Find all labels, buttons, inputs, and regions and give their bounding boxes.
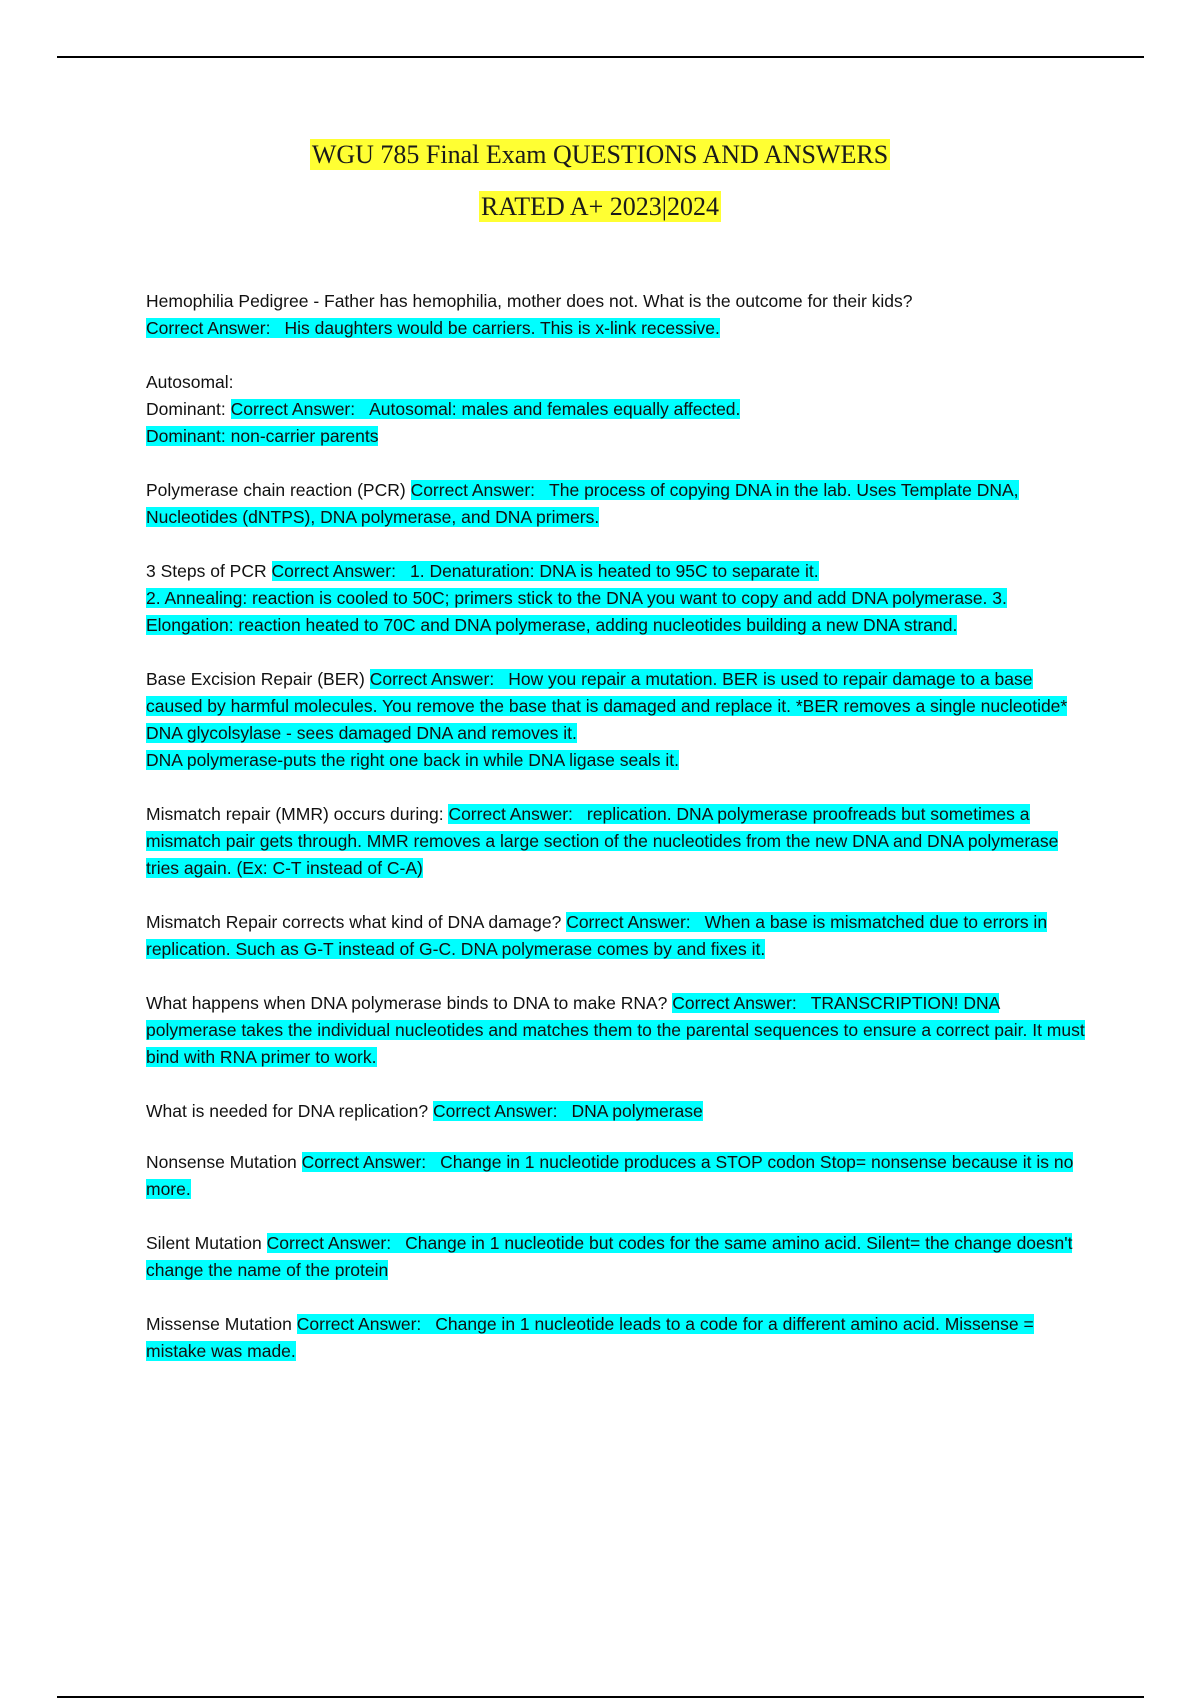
title-line-2-text: RATED A+ 2023|2024 [481, 192, 719, 221]
question: 3 Steps of PCR [146, 561, 267, 581]
question: Polymerase chain reaction (PCR) [146, 480, 406, 500]
answer-label: Correct Answer: [448, 804, 573, 824]
question: What is needed for DNA replication? [146, 1101, 429, 1121]
answer [146, 318, 720, 338]
question: Missense Mutation [146, 1314, 292, 1334]
answer-text: Change in 1 nucleotide produces a STOP codon Stop= nonsense because it is no more. [146, 1152, 1074, 1199]
qa-item-hemophilia [146, 288, 1091, 342]
qa-item-pcr-steps [146, 558, 1091, 639]
answer-label: Correct Answer: [296, 1314, 422, 1334]
bottom-divider [57, 1696, 1144, 1698]
answer [146, 1233, 1072, 1280]
answer-text: Change in 1 nucleotide leads to a code for a different amino acid. Missense = mistake was made. [146, 1314, 1034, 1361]
qa-item-polymerase-rna [146, 990, 1091, 1071]
question: Dominant: [146, 399, 226, 419]
qa-item-ber [146, 666, 1091, 774]
answer-label: Correct Answer: [266, 1233, 392, 1253]
answer-label: Correct Answer: [271, 561, 396, 581]
answer-label: Correct Answer: [369, 669, 495, 689]
answer-text: TRANSCRIPTION! DNA polymerase takes the individual nucleotides and matches them to the parental sequences to ensure a correct pair. It must bind with RNA primer to work. [146, 993, 1085, 1067]
answer-label: Correct Answer: [230, 399, 356, 419]
answer-label: Correct Answer: [410, 480, 536, 500]
answer-text: His daughters would be carriers. This is x-link recessive. [284, 318, 720, 338]
answer-text: Change in 1 nucleotide but codes for the same amino acid. Silent= the change doesn't change the name of the protein [146, 1233, 1073, 1280]
question: Mismatch Repair corrects what kind of DNA damage? [146, 912, 562, 932]
answer-text: How you repair a mutation. BER is used to repair damage to a base caused by harmful molecules. You remove the base that is damaged and replace it. *BER removes a single nucleotide* [146, 669, 1068, 716]
document-title [0, 140, 1200, 222]
question: Nonsense Mutation [146, 1152, 297, 1172]
answer-continued: 2. Annealing: reaction is cooled to 50C; primers stick to the DNA you want to copy and add DNA polymerase. 3. Elongation: reaction heated to 70C and DNA polymerase, adding nucleotides building a new DNA strand. [146, 588, 1007, 635]
qa-item-pcr [146, 477, 1091, 531]
answer-text: replication. DNA polymerase proofreads but sometimes a mismatch pair gets through. MMR removes a large section of the nucleotides from the new DNA and DNA polymerase tries again. (Ex: C-T instead of C-A) [146, 804, 1059, 878]
qa-list [146, 288, 1091, 1392]
question: Mismatch repair (MMR) occurs during: [146, 804, 444, 824]
question: Base Excision Repair (BER) [146, 669, 365, 689]
answer-label: Correct Answer: [146, 318, 271, 338]
answer-continued: Dominant: non-carrier parents [146, 426, 379, 446]
answer-line-3: DNA polymerase-puts the right one back in while DNA ligase seals it. [146, 750, 680, 770]
qa-item-autosomal [146, 369, 1091, 450]
answer-text: When a base is mismatched due to errors in replication. Such as G-T instead of G-C. DNA polymerase comes by and fixes it. [146, 912, 1048, 959]
qa-item-silent [146, 1230, 1091, 1284]
answer-label: Correct Answer: [301, 1152, 427, 1172]
answer-label: Correct Answer: [672, 993, 797, 1013]
answer-text: Autosomal: males and females equally affected. [369, 399, 741, 419]
qa-item-missense [146, 1311, 1091, 1365]
title-line-1 [0, 140, 1200, 170]
qa-item-replication-needs [146, 1098, 1091, 1125]
answer [272, 561, 819, 581]
qa-item-mmr-corrects [146, 909, 1091, 963]
qa-item-mmr-occurs [146, 801, 1091, 882]
answer [231, 399, 741, 419]
answer-line-2: DNA glycolsylase - sees damaged DNA and removes it. [146, 723, 577, 743]
top-divider [57, 56, 1144, 58]
answer-text: The process of copying DNA in the lab. Uses Template DNA, Nucleotides (dNTPS), DNA polymerase, and DNA primers. [146, 480, 1019, 527]
answer-text: DNA polymerase [571, 1101, 703, 1121]
qa-item-nonsense [146, 1149, 1091, 1203]
answer-label: Correct Answer: [432, 1101, 558, 1121]
question-prefix: Autosomal: [146, 372, 234, 392]
answer-label: Correct Answer: [566, 912, 691, 932]
answer-text: 1. Denaturation: DNA is heated to 95C to separate it. [409, 561, 819, 581]
answer [433, 1101, 703, 1121]
question: Hemophilia Pedigree - Father has hemophilia, mother does not. What is the outcome for their kids? [146, 291, 913, 311]
question: Silent Mutation [146, 1233, 262, 1253]
title-line-2 [0, 192, 1200, 222]
question: What happens when DNA polymerase binds to DNA to make RNA? [146, 993, 668, 1013]
title-line-1-text: WGU 785 Final Exam QUESTIONS AND ANSWERS [311, 140, 889, 169]
